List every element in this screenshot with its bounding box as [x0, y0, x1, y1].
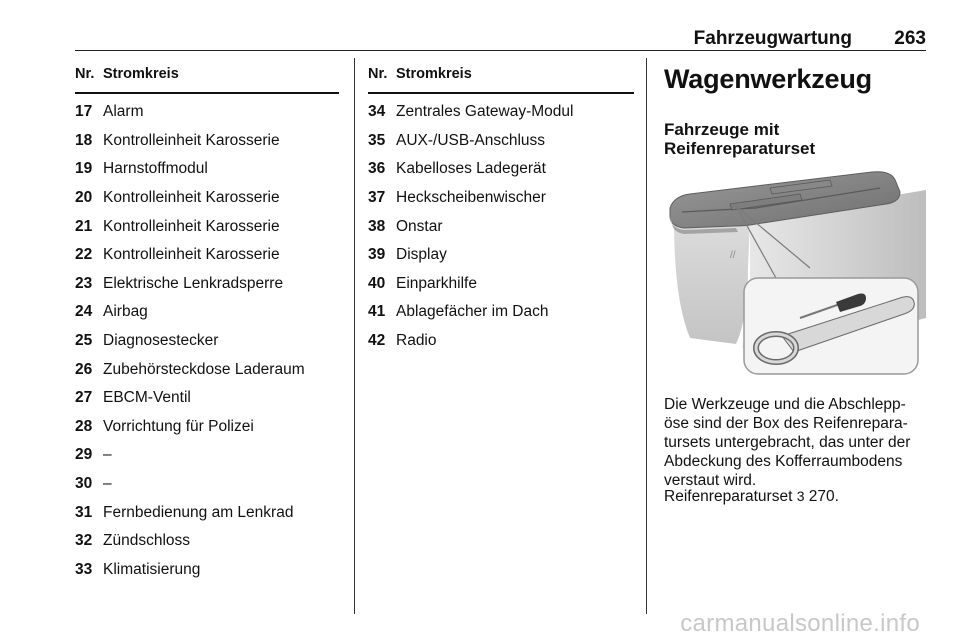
- row-circuit-label: Kontrolleinheit Karosserie: [103, 217, 280, 235]
- row-circuit-label: Alarm: [103, 103, 144, 121]
- cross-reference-page[interactable]: 270.: [808, 488, 839, 505]
- row-circuit-label: –: [103, 446, 112, 464]
- row-circuit-label: Display: [396, 246, 447, 264]
- subsection-title: [664, 120, 815, 158]
- row-number: 23: [75, 274, 93, 292]
- table-row: [75, 556, 339, 585]
- row-circuit-label: Zubehörsteckdose Laderaum: [103, 360, 305, 378]
- row-circuit-label: Onstar: [396, 217, 443, 235]
- table-row: [75, 384, 339, 413]
- col-header-nr: Nr.: [75, 66, 95, 82]
- row-circuit-label: Airbag: [103, 303, 148, 321]
- subsection-title-line-2: Reifenreparaturset: [664, 139, 816, 158]
- column-divider-1: [354, 58, 355, 614]
- row-number: 39: [368, 246, 386, 264]
- row-number: 25: [75, 332, 93, 350]
- paragraph-line: tursets untergebracht, das unter der: [664, 434, 911, 451]
- watermark: carmanualsonline.info: [680, 610, 920, 637]
- header-rule: [75, 50, 926, 51]
- row-circuit-label: Kontrolleinheit Karosserie: [103, 189, 280, 207]
- row-number: 30: [75, 475, 93, 493]
- table-row: [368, 241, 634, 270]
- row-number: 17: [75, 103, 93, 121]
- row-circuit-label: Kontrolleinheit Karosserie: [103, 131, 280, 149]
- row-number: 35: [368, 131, 386, 149]
- fuse-table-left: [75, 66, 339, 584]
- table-row: [368, 155, 634, 184]
- row-number: 36: [368, 160, 386, 178]
- table-row: [368, 327, 634, 356]
- table-row: [75, 327, 339, 356]
- row-circuit-label: Zündschloss: [103, 532, 191, 550]
- table-row: [368, 298, 634, 327]
- table-row: [368, 184, 634, 213]
- paragraph-line: öse sind der Box des Reifenrepara-: [664, 415, 908, 432]
- svg-text://: //: [730, 250, 736, 261]
- page-reference-arrow-icon: 3: [796, 488, 805, 504]
- row-number: 22: [75, 246, 93, 264]
- table-row: [368, 270, 634, 299]
- tool-illustration: [660, 168, 926, 378]
- row-number: 28: [75, 417, 93, 435]
- row-circuit-label: Fernbedienung am Lenkrad: [103, 503, 294, 521]
- header-title: Fahrzeugwartung: [693, 28, 852, 49]
- table-row: [75, 298, 339, 327]
- table-row: [75, 98, 339, 127]
- cross-reference[interactable]: [664, 487, 926, 506]
- table-body: [75, 98, 339, 584]
- row-circuit-label: Kontrolleinheit Karosserie: [103, 246, 280, 264]
- paragraph-line: Abdeckung des Kofferraumbodens: [664, 453, 903, 470]
- row-number: 38: [368, 217, 386, 235]
- row-number: 21: [75, 217, 93, 235]
- row-circuit-label: AUX-/USB-Anschluss: [396, 131, 546, 149]
- row-number: 29: [75, 446, 93, 464]
- column-divider-2: [646, 58, 647, 614]
- table-row: [75, 127, 339, 156]
- row-number: 18: [75, 131, 93, 149]
- table-row: [75, 441, 339, 470]
- row-circuit-label: EBCM-Ventil: [103, 389, 191, 407]
- row-number: 27: [75, 389, 93, 407]
- table-row: [368, 127, 634, 156]
- paragraph-line: verstaut wird.: [664, 472, 757, 489]
- page-number: 263: [894, 28, 926, 49]
- tool-kit-illustration: [660, 168, 926, 378]
- table-row: [75, 184, 339, 213]
- row-circuit-label: –: [103, 475, 112, 493]
- row-number: 26: [75, 360, 93, 378]
- row-number: 41: [368, 303, 386, 321]
- row-number: 37: [368, 189, 386, 207]
- row-circuit-label: Diagnosestecker: [103, 332, 219, 350]
- row-circuit-label: Klimatisierung: [103, 560, 201, 578]
- table-row: [75, 241, 339, 270]
- row-circuit-label: Heckscheibenwischer: [396, 189, 546, 207]
- table-header: [368, 66, 634, 94]
- table-row: [75, 413, 339, 442]
- row-circuit-label: Kabelloses Ladegerät: [396, 160, 546, 178]
- row-circuit-label: Ablagefächer im Dach: [396, 303, 549, 321]
- row-circuit-label: Zentrales Gateway-Modul: [396, 103, 574, 121]
- row-circuit-label: Harnstoffmodul: [103, 160, 208, 178]
- table-row: [75, 498, 339, 527]
- row-number: 32: [75, 532, 93, 550]
- table-row: [75, 212, 339, 241]
- section-title: Wagenwerkzeug: [664, 64, 872, 94]
- row-circuit-label: Elektrische Lenkradsperre: [103, 274, 284, 292]
- row-circuit-label: Vorrichtung für Polizei: [103, 417, 254, 435]
- row-number: 40: [368, 274, 386, 292]
- table-row: [75, 270, 339, 299]
- fuse-table-right: [368, 66, 634, 355]
- row-number: 31: [75, 503, 93, 521]
- table-row: [368, 98, 634, 127]
- subsection-title-line-1: Fahrzeuge mit: [664, 120, 780, 139]
- row-circuit-label: Radio: [396, 332, 437, 350]
- row-number: 24: [75, 303, 93, 321]
- row-circuit-label: Einparkhilfe: [396, 274, 477, 292]
- col-header-circuit: Stromkreis: [103, 66, 179, 82]
- paragraph-line: Die Werkzeuge und die Abschlepp-: [664, 396, 906, 413]
- row-number: 33: [75, 560, 93, 578]
- section-paragraph: [664, 395, 926, 490]
- col-header-circuit: Stromkreis: [396, 66, 472, 82]
- row-number: 19: [75, 160, 93, 178]
- table-row: [75, 355, 339, 384]
- col-header-nr: Nr.: [368, 66, 388, 82]
- table-header: [75, 66, 339, 94]
- row-number: 42: [368, 332, 386, 350]
- row-number: 20: [75, 189, 93, 207]
- table-row: [75, 155, 339, 184]
- row-number: 34: [368, 103, 386, 121]
- cross-reference-text: Reifenreparaturset: [664, 488, 793, 505]
- table-body: [368, 98, 634, 355]
- table-row: [75, 527, 339, 556]
- table-row: [75, 470, 339, 499]
- table-row: [368, 212, 634, 241]
